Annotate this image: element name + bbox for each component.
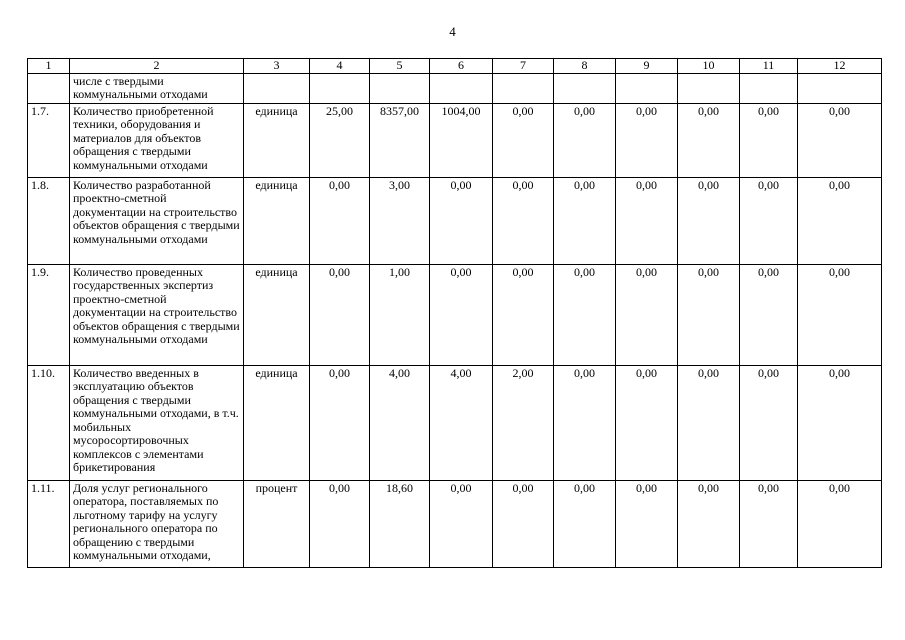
column-header: 1 (28, 59, 70, 74)
value-cell: 1,00 (370, 264, 430, 365)
value-cell: 0,00 (616, 264, 678, 365)
table-row (28, 365, 882, 480)
value-cell: 3,00 (370, 177, 430, 264)
value-cell: 18,60 (370, 480, 430, 567)
header-row (28, 59, 882, 74)
value-cell: 0,00 (430, 177, 493, 264)
code-cell: 1.7. (28, 103, 70, 177)
column-header: 11 (740, 59, 798, 74)
column-header: 7 (493, 59, 554, 74)
code-cell: 1.11. (28, 480, 70, 567)
unit-cell: процент (244, 480, 310, 567)
value-cell (310, 73, 370, 103)
value-cell: 0,00 (740, 103, 798, 177)
table-row (28, 177, 882, 264)
value-cell (554, 73, 616, 103)
column-header: 3 (244, 59, 310, 74)
value-cell: 0,00 (554, 103, 616, 177)
value-cell: 0,00 (493, 264, 554, 365)
unit-cell: единица (244, 264, 310, 365)
description-cell: Количество разработанной проектно-сметной документации на строительство объектов обращения с твердыми коммунальными отходами (70, 177, 244, 264)
page-number: 4 (449, 24, 456, 39)
description-cell: Доля услуг регионального оператора, поставляемых по льготному тарифу на услугу регионального оператора по обращению с твердыми коммунальными отходами, (70, 480, 244, 567)
value-cell: 0,00 (554, 365, 616, 480)
value-cell: 4,00 (370, 365, 430, 480)
value-cell: 0,00 (493, 177, 554, 264)
code-cell (28, 73, 70, 103)
value-cell (740, 73, 798, 103)
value-cell: 0,00 (554, 480, 616, 567)
value-cell: 0,00 (798, 103, 882, 177)
value-cell: 0,00 (740, 264, 798, 365)
table-row (28, 103, 882, 177)
value-cell: 0,00 (493, 480, 554, 567)
value-cell: 0,00 (678, 177, 740, 264)
value-cell: 0,00 (678, 264, 740, 365)
value-cell: 0,00 (678, 365, 740, 480)
column-header: 6 (430, 59, 493, 74)
value-cell: 0,00 (554, 177, 616, 264)
value-cell: 0,00 (310, 177, 370, 264)
value-cell: 0,00 (740, 177, 798, 264)
value-cell (678, 73, 740, 103)
value-cell: 0,00 (798, 480, 882, 567)
unit-cell: единица (244, 365, 310, 480)
code-cell: 1.8. (28, 177, 70, 264)
value-cell: 0,00 (740, 480, 798, 567)
value-cell: 0,00 (616, 480, 678, 567)
value-cell (370, 73, 430, 103)
column-header: 2 (70, 59, 244, 74)
column-header: 4 (310, 59, 370, 74)
value-cell (430, 73, 493, 103)
unit-cell: единица (244, 177, 310, 264)
value-cell: 0,00 (798, 264, 882, 365)
column-header: 8 (554, 59, 616, 74)
unit-cell (244, 73, 310, 103)
table-row (28, 264, 882, 365)
value-cell: 0,00 (310, 365, 370, 480)
continuation-row (28, 73, 882, 103)
value-cell: 0,00 (430, 264, 493, 365)
value-cell: 0,00 (554, 264, 616, 365)
value-cell (798, 73, 882, 103)
value-cell: 25,00 (310, 103, 370, 177)
value-cell: 0,00 (740, 365, 798, 480)
column-header: 9 (616, 59, 678, 74)
value-cell: 1004,00 (430, 103, 493, 177)
table-row (28, 480, 882, 567)
description-cell: Количество введенных в эксплуатацию объектов обращения с твердыми коммунальными отходами, в т.ч. мобильных мусоросортировочных комплексов с элементами брикетирования (70, 365, 244, 480)
value-cell: 0,00 (616, 365, 678, 480)
code-cell: 1.10. (28, 365, 70, 480)
description-cell: числе с твердыми коммунальными отходами (70, 73, 244, 103)
value-cell: 0,00 (310, 264, 370, 365)
value-cell (616, 73, 678, 103)
value-cell: 0,00 (616, 103, 678, 177)
value-cell: 0,00 (678, 103, 740, 177)
value-cell: 0,00 (493, 103, 554, 177)
value-cell: 0,00 (798, 365, 882, 480)
value-cell: 4,00 (430, 365, 493, 480)
code-cell: 1.9. (28, 264, 70, 365)
indicators-table (27, 58, 882, 568)
value-cell: 0,00 (678, 480, 740, 567)
value-cell: 0,00 (310, 480, 370, 567)
value-cell: 0,00 (798, 177, 882, 264)
column-header: 10 (678, 59, 740, 74)
description-cell: Количество приобретенной техники, оборудования и материалов для объектов обращения с твердыми коммунальными отходами (70, 103, 244, 177)
value-cell: 0,00 (430, 480, 493, 567)
unit-cell: единица (244, 103, 310, 177)
column-header: 5 (370, 59, 430, 74)
column-header: 12 (798, 59, 882, 74)
description-cell: Количество проведенных государственных экспертиз проектно-сметной документации на строительство объектов обращения с твердыми коммунальными отходами (70, 264, 244, 365)
value-cell: 8357,00 (370, 103, 430, 177)
value-cell: 2,00 (493, 365, 554, 480)
value-cell (493, 73, 554, 103)
value-cell: 0,00 (616, 177, 678, 264)
